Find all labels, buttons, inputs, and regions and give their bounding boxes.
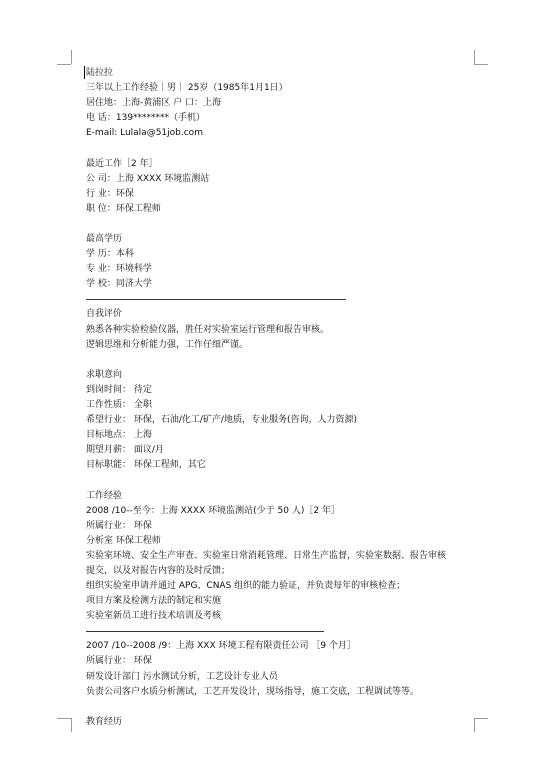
residence-line: 居住地：上海-黄浦区 户 口：上海	[86, 98, 221, 109]
self-evaluation-heading: 自我评价	[86, 309, 123, 320]
job1-duty: 实验室环境、安全生产审查、实验室日常消耗管理、日常生产监督，实验室数据、报告审核	[86, 550, 447, 561]
self-evaluation-line: 熟悉各种实验检验仪器，胜任对实验室运行管理和报告审核。	[86, 324, 330, 335]
job2-title: 2007 /10--2008 /9：上海 XXX 环境工程有限责任公司 ［9 个月］	[86, 641, 356, 652]
work-experience-heading: 工作经验	[86, 490, 123, 501]
education-degree: 学 历：本科	[86, 249, 134, 260]
job-intention-line: 目标职能： 环保工程师，其它	[86, 460, 206, 471]
education-heading: 教育经历	[86, 716, 123, 727]
email-line: E-mail: Lulala@51job.com	[86, 128, 203, 139]
recent-company: 公 司：上海 XXXX 环境监测站	[86, 173, 210, 184]
job-intention-line: 期望月薪： 面议/月	[86, 445, 164, 456]
job-intention-line: 到岗时间： 待定	[86, 384, 152, 395]
education-school: 学 校：同济大学	[86, 279, 152, 290]
job2-duty: 负责公司客户水质分析测试，工艺开发设计，现场指导，施工交底，工程调试等等。	[86, 686, 420, 697]
recent-work-heading: 最近工作［2 年］	[86, 158, 158, 169]
text-cursor	[84, 66, 85, 79]
resume-name: 陆拉拉	[86, 68, 114, 78]
phone-line: 电 话：139********（手机）	[86, 113, 206, 124]
resume-summary: 三年以上工作经验｜男｜ 25岁（1985年1月1日）	[86, 83, 288, 94]
job1-duty: 提交，以及对报告内容的及时反馈；	[86, 566, 231, 576]
education-summary-heading: 最高学历	[86, 234, 123, 245]
section-divider	[86, 299, 346, 300]
job-intention-line: 目标地点： 上海	[86, 430, 152, 441]
document-body[interactable]	[86, 66, 486, 730]
job2-industry: 所属行业： 环保	[86, 656, 152, 667]
self-evaluation-line: 逻辑思维和分析能力强，工作仔细严谨。	[86, 339, 249, 350]
job-intention-heading: 求职意向	[86, 369, 123, 380]
job-intention-line: 希望行业： 环保，石油/化工/矿产/地质，专业服务(咨询，人力资源)	[86, 415, 357, 426]
job1-duty: 实验室新员工进行技术培训及考核	[86, 611, 222, 622]
job-intention-line: 工作性质： 全职	[86, 399, 152, 410]
job-divider	[86, 631, 324, 632]
job1-title: 2008 /10--至今：上海 XXXX 环境监测站(少于 50 人)［2 年］	[86, 505, 340, 516]
job2-dept: 研发设计部门 污水测试分析，工艺设计专业人员	[86, 671, 278, 682]
job1-duty: 项目方案及检测方法的制定和实施	[86, 596, 222, 607]
job1-industry: 所属行业： 环保	[86, 520, 152, 531]
job1-dept: 分析室 环保工程师	[86, 535, 161, 546]
job1-duty: 组织实验室申请并通过 APG、CNAS 组织的能力验证，并负责每年的审核检查；	[86, 581, 406, 592]
recent-position: 职 位：环保工程师	[86, 203, 161, 214]
education-major: 专 业：环境科学	[86, 264, 152, 275]
recent-industry: 行 业：环保	[86, 188, 134, 199]
